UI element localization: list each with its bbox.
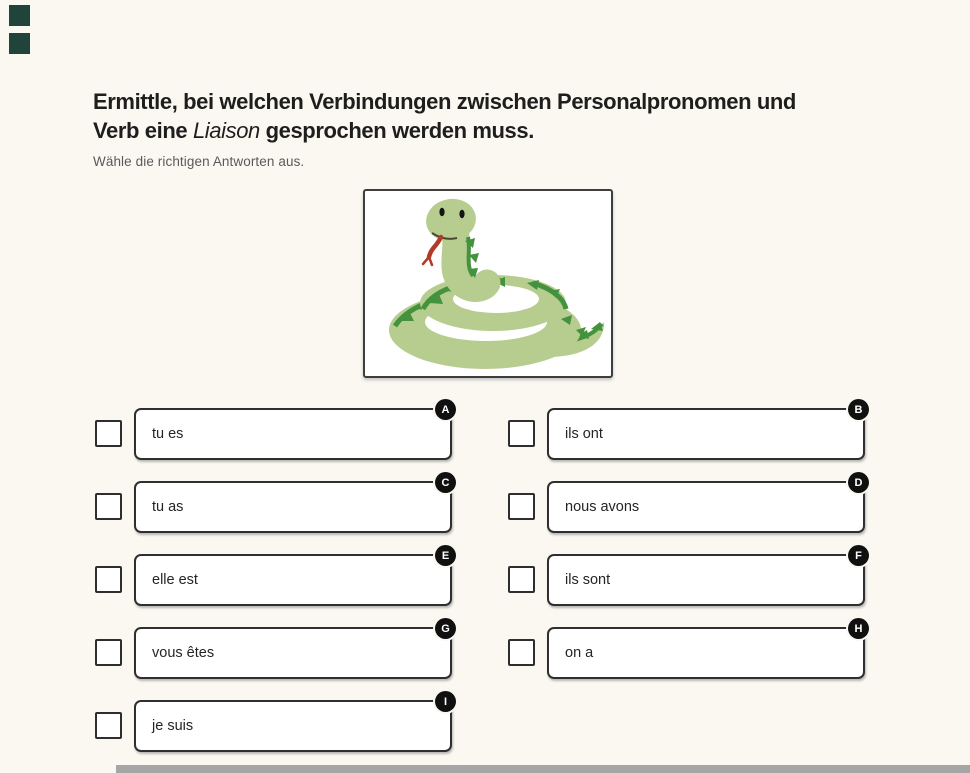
option-label: nous avons bbox=[565, 499, 640, 515]
answer-box-b[interactable] bbox=[547, 403, 865, 460]
option-label: vous êtes bbox=[152, 645, 215, 661]
option-label: ils sont bbox=[565, 572, 611, 588]
title-term-liaison: Liaison bbox=[192, 117, 260, 143]
option-e bbox=[95, 549, 495, 618]
title-line-2-pre: Verb eine bbox=[93, 117, 193, 143]
checkbox-option-f[interactable] bbox=[508, 566, 535, 593]
checkbox-option-h[interactable] bbox=[508, 639, 535, 666]
option-label: on a bbox=[565, 645, 594, 661]
option-label: ils ont bbox=[565, 426, 603, 442]
exercise-header bbox=[93, 88, 893, 169]
exercise-image-frame bbox=[363, 189, 613, 378]
option-i bbox=[95, 695, 495, 764]
option-f bbox=[508, 549, 908, 618]
snake-image bbox=[365, 191, 611, 376]
option-letter-badge: A bbox=[435, 399, 456, 420]
answer-box-h[interactable] bbox=[547, 622, 865, 679]
answer-box-e[interactable] bbox=[134, 549, 452, 606]
option-d bbox=[508, 476, 908, 545]
exercise-instruction: Wähle die richtigen Antworten aus. bbox=[93, 154, 305, 169]
option-letter-badge: C bbox=[435, 472, 456, 493]
checkbox-option-g[interactable] bbox=[95, 639, 122, 666]
answer-box-g[interactable] bbox=[134, 622, 452, 679]
option-label: tu es bbox=[152, 426, 184, 442]
bottom-edge-bar bbox=[116, 765, 970, 773]
option-label: elle est bbox=[152, 572, 198, 588]
option-letter-badge: G bbox=[435, 618, 456, 639]
option-letter-badge: E bbox=[435, 545, 456, 566]
option-letter-badge: H bbox=[848, 618, 869, 639]
option-c bbox=[95, 476, 495, 545]
option-label: tu as bbox=[152, 499, 184, 515]
option-g bbox=[95, 622, 495, 691]
answer-box-i[interactable] bbox=[134, 695, 452, 752]
option-letter-badge: B bbox=[848, 399, 869, 420]
option-b bbox=[508, 403, 908, 472]
option-label: je suis bbox=[152, 718, 194, 734]
option-letter-badge: D bbox=[848, 472, 869, 493]
exercise-title bbox=[93, 88, 893, 145]
checkbox-option-d[interactable] bbox=[508, 493, 535, 520]
decor-square-bottom bbox=[9, 33, 30, 54]
answer-box-c[interactable] bbox=[134, 476, 452, 533]
title-line-2 bbox=[93, 117, 893, 146]
answer-box-f[interactable] bbox=[547, 549, 865, 606]
answer-box-d[interactable] bbox=[547, 476, 865, 533]
option-letter-badge: F bbox=[848, 545, 869, 566]
option-letter-badge: I bbox=[435, 691, 456, 712]
title-line-1: Ermittle, bei welchen Verbindungen zwischen Personalpronomen und bbox=[93, 89, 796, 114]
title-line-2-post: gesprochen werden muss. bbox=[259, 117, 534, 143]
checkbox-option-c[interactable] bbox=[95, 493, 122, 520]
checkbox-option-e[interactable] bbox=[95, 566, 122, 593]
option-a bbox=[95, 403, 495, 472]
checkbox-option-b[interactable] bbox=[508, 420, 535, 447]
answer-box-a[interactable] bbox=[134, 403, 452, 460]
option-h bbox=[508, 622, 908, 691]
decor-square-top bbox=[9, 5, 30, 26]
checkbox-option-i[interactable] bbox=[95, 712, 122, 739]
checkbox-option-a[interactable] bbox=[95, 420, 122, 447]
